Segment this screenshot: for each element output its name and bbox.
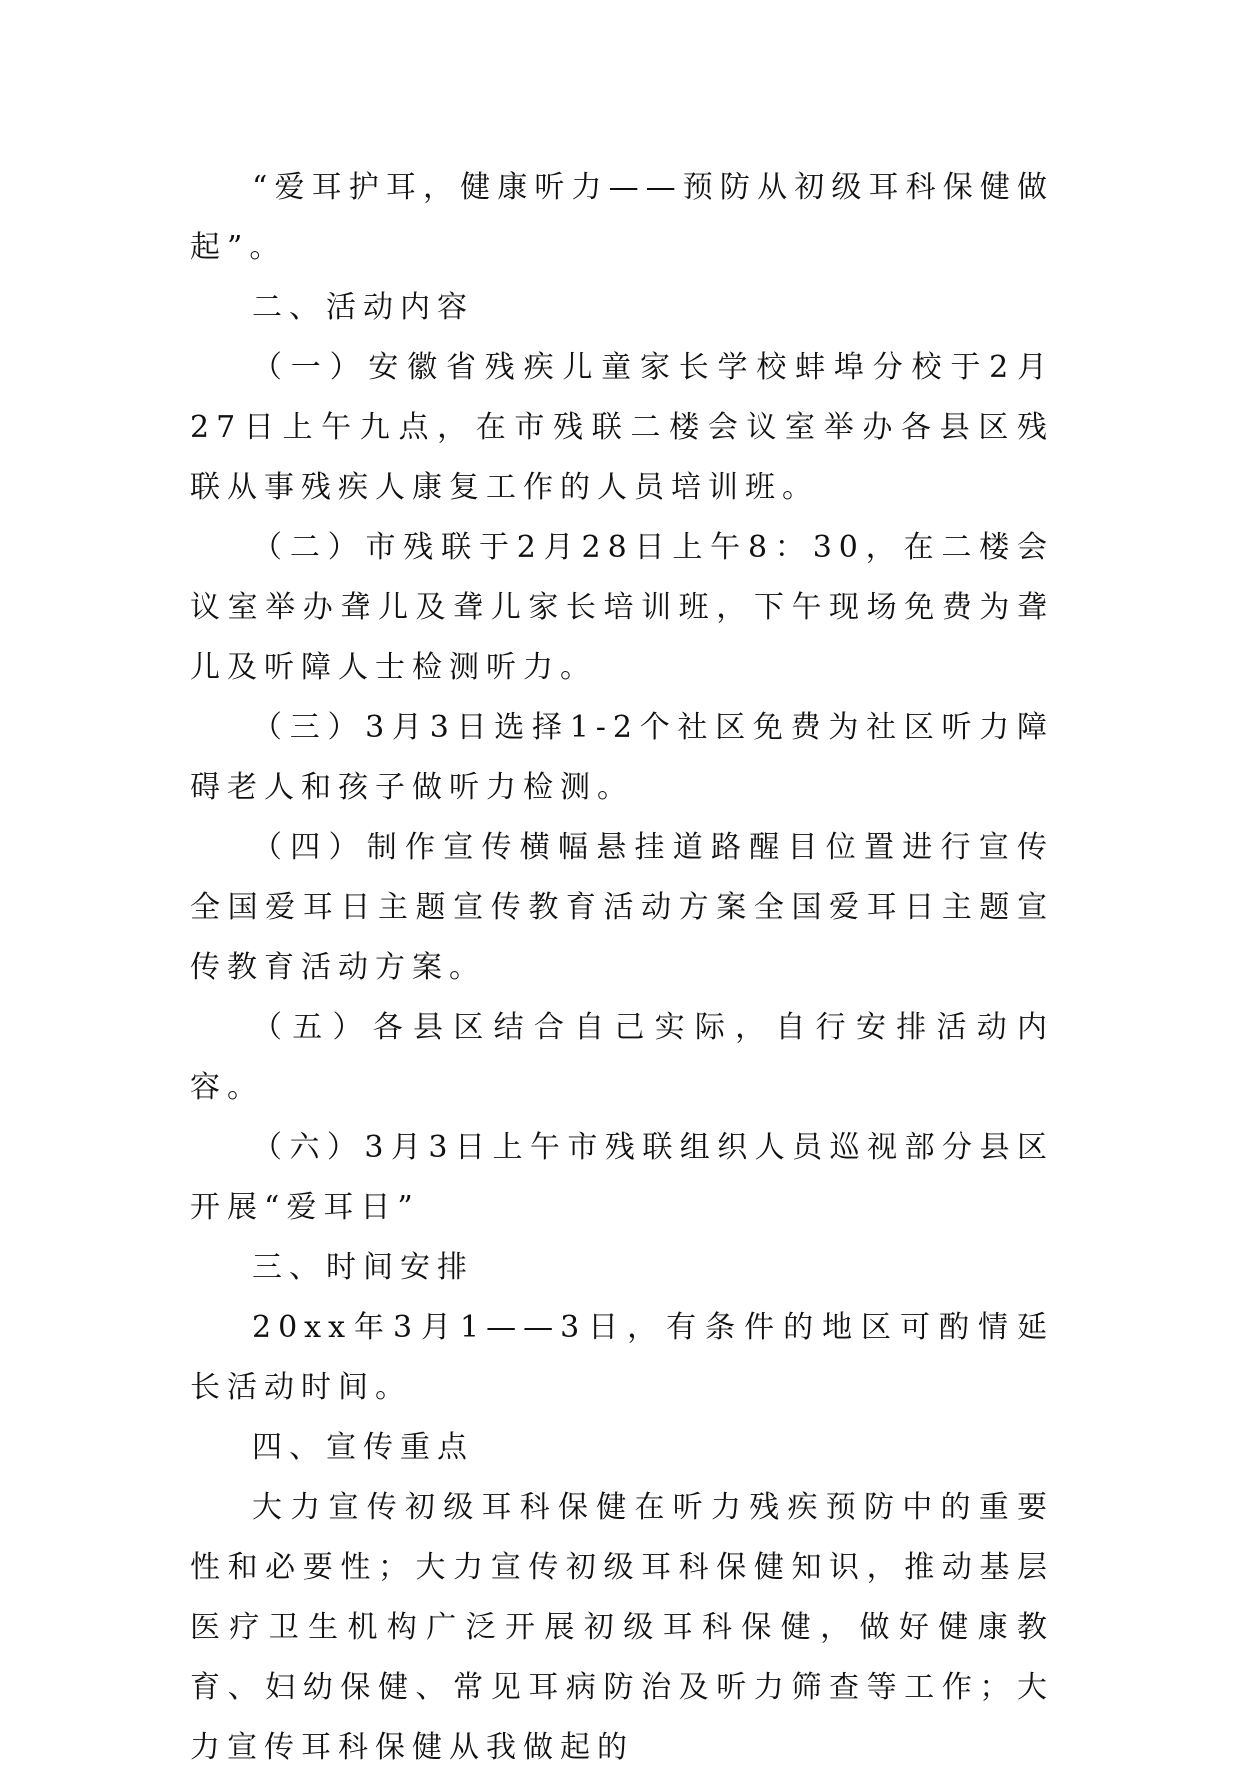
activity-item-6: （六）3月3日上午市残联组织人员巡视部分县区开展“爱耳日” [190, 1130, 1054, 1225]
section-heading-publicity-focus: 四、宣传重点 [252, 1430, 474, 1465]
activity-item-1: （一）安徽省残疾儿童家长学校蚌埠分校于2月27日上午九点，在市残联二楼会议室举办各县区残联从事残疾人康复工作的人员培训班。 [190, 350, 1054, 505]
document-body [190, 158, 1054, 1778]
activity-item-2: （二）市残联于2月28日上午8：30，在二楼会议室举办聋儿及聋儿家长培训班，下午现场免费为聋儿及听障人士检测听力。 [190, 530, 1054, 685]
activity-item-4: （四）制作宣传横幅悬挂道路醒目位置进行宣传全国爱耳日主题宣传教育活动方案全国爱耳日主题宣传教育活动方案。 [190, 830, 1054, 985]
schedule-text: 20xx年3月1——3日，有条件的地区可酌情延长活动时间。 [190, 1310, 1054, 1405]
activity-item-5: （五）各县区结合自己实际，自行安排活动内容。 [190, 1010, 1054, 1105]
theme-slogan: “爱耳护耳，健康听力——预防从初级耳科保健做起”。 [190, 170, 1054, 265]
section-heading-schedule: 三、时间安排 [252, 1250, 474, 1285]
publicity-focus-text: 大力宣传初级耳科保健在听力残疾预防中的重要性和必要性；大力宣传初级耳科保健知识，推动基层医疗卫生机构广泛开展初级耳科保健，做好健康教育、妇幼保健、常见耳病防治及听力筛查等工作；大力宣传耳科保健从我做起的 [190, 1490, 1054, 1765]
activity-item-3: （三）3月3日选择1-2个社区免费为社区听力障碍老人和孩子做听力检测。 [190, 710, 1054, 805]
section-heading-activity-content: 二、活动内容 [252, 290, 474, 325]
